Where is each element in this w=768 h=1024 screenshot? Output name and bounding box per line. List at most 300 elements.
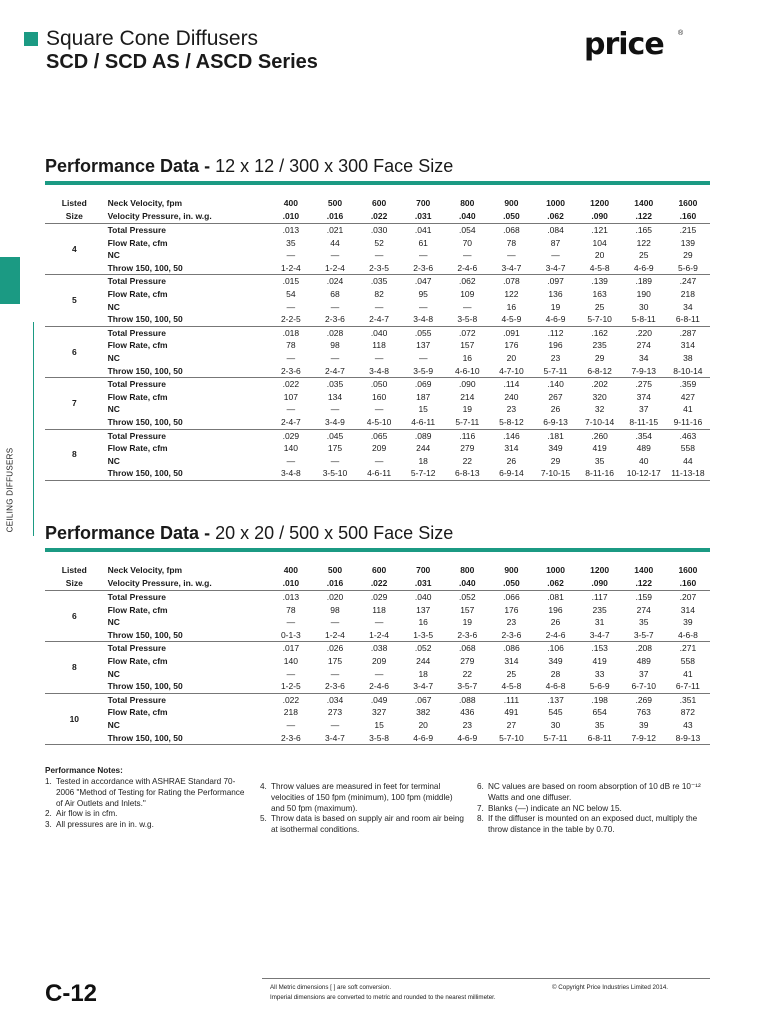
velocity-header: 500 <box>327 198 343 208</box>
velocity-header: 900 <box>504 565 519 575</box>
value-cell: — <box>286 250 296 261</box>
value-cell: 3-4-7 <box>578 629 622 642</box>
value-cell: .153 <box>591 643 608 654</box>
header-accent-square <box>24 32 38 46</box>
section-title-12x12 <box>45 155 453 177</box>
value-cell: .097 <box>547 276 564 287</box>
value-cell: .038 <box>370 643 388 654</box>
note-number: 5. <box>260 814 267 824</box>
section-title-size: 20 x 20 / 500 x 500 Face Size <box>210 523 454 543</box>
value-cell: 240 <box>504 391 519 402</box>
value-cell: 16 <box>418 617 428 628</box>
velocity-header: 600 <box>371 198 387 208</box>
header-listed: Listed <box>61 565 87 575</box>
value-cell: — <box>374 352 384 363</box>
value-cell: .287 <box>679 327 697 338</box>
row-label: Flow Rate, cfm <box>107 237 168 248</box>
velocity-header: 800 <box>460 565 475 575</box>
row-label: NC <box>107 617 120 628</box>
value-cell: 2-3-6 <box>269 365 313 378</box>
value-cell: .045 <box>326 430 344 441</box>
value-cell: 419 <box>592 443 607 454</box>
table-row <box>45 616 710 629</box>
pressure-header: .016 <box>313 577 357 591</box>
section-rule-12x12 <box>45 181 710 185</box>
value-cell: — <box>507 250 516 261</box>
row-label: Throw 150, 100, 50 <box>104 680 269 693</box>
pressure-header: .031 <box>401 210 445 224</box>
pressure-header: .050 <box>489 577 533 591</box>
value-cell: 244 <box>416 443 431 454</box>
table-row <box>45 693 710 706</box>
value-cell: 5-7-10 <box>489 732 533 745</box>
note-item <box>477 814 710 836</box>
value-cell: 34 <box>683 301 693 312</box>
value-cell: 8-11-15 <box>622 416 666 429</box>
note-text: Blanks (—) indicate an NC below 15. <box>488 803 622 813</box>
value-cell: 274 <box>636 604 651 615</box>
value-cell: 38 <box>683 352 693 363</box>
footer-conversion-note: Imperial dimensions are converted to metric and rounded to the nearest millimeter. <box>270 994 496 1001</box>
value-cell: 6-9-14 <box>489 467 533 480</box>
table-row <box>45 429 710 442</box>
row-label: Flow Rate, cfm <box>107 340 168 351</box>
row-label: Throw 150, 100, 50 <box>104 467 269 480</box>
value-cell: 9-11-16 <box>666 416 710 429</box>
value-cell: — <box>374 404 384 415</box>
table-row <box>45 668 710 681</box>
section-title-20x20 <box>45 522 453 544</box>
value-cell: — <box>374 668 384 679</box>
value-cell: .030 <box>370 225 388 235</box>
value-cell: — <box>286 455 296 466</box>
value-cell: — <box>330 668 340 679</box>
note-number: 3. <box>45 820 52 830</box>
value-cell: 16 <box>462 352 473 363</box>
value-cell: 78 <box>506 237 517 248</box>
value-cell: 2-4-6 <box>533 629 577 642</box>
value-cell: 95 <box>418 288 428 299</box>
value-cell: 3-5-10 <box>313 467 357 480</box>
value-cell: 3-4-8 <box>401 313 445 326</box>
header-listed: Listed <box>61 198 87 208</box>
pressure-header: .062 <box>533 577 577 591</box>
value-cell: 187 <box>416 391 431 402</box>
value-cell: .052 <box>414 643 432 654</box>
listed-size-cell: 8 <box>45 642 104 693</box>
value-cell: .018 <box>282 327 300 338</box>
table-row <box>45 629 710 642</box>
value-cell: 5-7-11 <box>533 732 577 745</box>
velocity-header: 600 <box>371 565 387 575</box>
pressure-header: .122 <box>622 210 666 224</box>
value-cell: .114 <box>503 379 520 390</box>
row-label: Flow Rate, cfm <box>107 707 168 718</box>
value-cell: .207 <box>679 592 697 602</box>
value-cell: 209 <box>371 655 387 666</box>
velocity-header: 1200 <box>590 565 610 575</box>
value-cell: .271 <box>679 643 697 654</box>
value-cell: 267 <box>548 391 563 402</box>
velocity-header: 500 <box>327 565 343 575</box>
value-cell: 2-4-6 <box>445 262 489 275</box>
value-cell: .068 <box>459 643 476 654</box>
value-cell: 1-2-4 <box>357 629 401 642</box>
value-cell: 2-3-6 <box>313 680 357 693</box>
value-cell: 279 <box>460 655 475 666</box>
value-cell: 98 <box>330 340 340 351</box>
value-cell: 5-8-11 <box>622 313 666 326</box>
value-cell: 43 <box>683 719 693 730</box>
value-cell: 558 <box>680 655 695 666</box>
value-cell: 23 <box>550 352 561 363</box>
value-cell: .040 <box>414 592 432 602</box>
value-cell: 7-9-13 <box>622 365 666 378</box>
value-cell: 235 <box>592 340 607 351</box>
value-cell: 4-6-8 <box>666 629 710 642</box>
row-label: Flow Rate, cfm <box>107 604 168 615</box>
value-cell: 37 <box>639 404 649 415</box>
value-cell: 39 <box>639 719 649 730</box>
value-cell: 175 <box>327 443 343 454</box>
value-cell: — <box>374 455 384 466</box>
value-cell: 35 <box>639 617 649 628</box>
value-cell: — <box>286 352 296 363</box>
value-cell: 6-8-11 <box>666 313 710 326</box>
value-cell: .028 <box>326 327 344 338</box>
table-row <box>45 719 710 732</box>
value-cell: 3-5-8 <box>357 732 401 745</box>
value-cell: 2-3-6 <box>313 313 357 326</box>
table-row <box>45 378 710 391</box>
value-cell: .029 <box>282 430 300 441</box>
value-cell: .089 <box>414 430 432 441</box>
side-section-tab <box>0 257 20 304</box>
value-cell: 4-6-9 <box>622 262 666 275</box>
value-cell: 4-7-10 <box>489 365 533 378</box>
value-cell: 25 <box>506 668 517 679</box>
table-row <box>45 416 710 429</box>
header-size: Size <box>45 210 104 224</box>
value-cell: 25 <box>639 250 649 261</box>
header-neck-velocity: Neck Velocity, fpm <box>107 565 183 575</box>
value-cell: 137 <box>416 604 431 615</box>
row-label: Throw 150, 100, 50 <box>104 365 269 378</box>
value-cell: .029 <box>370 592 388 602</box>
value-cell: 134 <box>327 391 343 402</box>
value-cell: .359 <box>679 379 697 390</box>
value-cell: .112 <box>547 327 564 338</box>
value-cell: 654 <box>592 707 607 718</box>
value-cell: 427 <box>680 391 695 402</box>
value-cell: 20 <box>506 352 517 363</box>
row-label: NC <box>107 455 120 466</box>
pressure-header: .040 <box>445 210 489 224</box>
value-cell: 244 <box>416 655 431 666</box>
value-cell: .026 <box>326 643 344 654</box>
value-cell: 489 <box>636 655 651 666</box>
value-cell: .055 <box>414 327 432 338</box>
value-cell: 68 <box>330 288 340 299</box>
velocity-header: 800 <box>460 198 475 208</box>
row-label: NC <box>107 301 120 312</box>
value-cell: 3-4-7 <box>401 680 445 693</box>
value-cell: 44 <box>330 237 340 248</box>
value-cell: 2-4-7 <box>357 313 401 326</box>
value-cell: 545 <box>548 707 563 718</box>
value-cell: 26 <box>506 455 517 466</box>
value-cell: 78 <box>286 604 296 615</box>
table-row <box>45 706 710 719</box>
value-cell: 23 <box>506 617 517 628</box>
value-cell: .354 <box>635 430 653 441</box>
velocity-header: 1000 <box>546 565 565 575</box>
value-cell: 136 <box>548 288 563 299</box>
table-row <box>45 262 710 275</box>
value-cell: .072 <box>459 327 476 338</box>
value-cell: 29 <box>683 250 693 261</box>
row-label: Total Pressure <box>107 379 167 390</box>
value-cell: .047 <box>414 276 432 287</box>
row-label: NC <box>107 668 120 679</box>
row-label: Flow Rate, cfm <box>107 288 168 299</box>
value-cell: 140 <box>283 655 298 666</box>
value-cell: 78 <box>286 340 296 351</box>
listed-size-cell: 8 <box>45 429 104 480</box>
value-cell: — <box>418 352 428 363</box>
performance-table-20x20 <box>45 564 710 745</box>
value-cell: .040 <box>370 327 388 338</box>
table-row <box>45 326 710 339</box>
note-number: 2. <box>45 809 52 819</box>
note-number: 6. <box>477 782 484 791</box>
listed-size-cell: 6 <box>45 326 104 377</box>
value-cell: 314 <box>504 655 519 666</box>
value-cell: .146 <box>503 430 520 441</box>
page-subtitle: SCD / SCD AS / ASCD Series <box>46 51 318 73</box>
pressure-header: .010 <box>269 210 313 224</box>
value-cell: 176 <box>504 340 519 351</box>
value-cell: 5-7-11 <box>445 416 489 429</box>
value-cell: .035 <box>370 276 388 287</box>
value-cell: 218 <box>680 288 695 299</box>
value-cell: 30 <box>550 719 561 730</box>
value-cell: 41 <box>683 668 693 679</box>
value-cell: .159 <box>635 592 653 602</box>
value-cell: .215 <box>679 225 697 235</box>
value-cell: 196 <box>548 604 563 615</box>
table-row <box>45 403 710 416</box>
value-cell: 4-6-10 <box>445 365 489 378</box>
value-cell: 5-7-11 <box>533 365 577 378</box>
value-cell: 44 <box>683 455 693 466</box>
value-cell: 6-7-11 <box>666 680 710 693</box>
value-cell: 209 <box>371 443 387 454</box>
velocity-header: 900 <box>504 198 519 208</box>
table-row <box>45 655 710 668</box>
pressure-header: .090 <box>578 577 622 591</box>
value-cell: 15 <box>418 404 428 415</box>
value-cell: 2-3-5 <box>357 262 401 275</box>
value-cell: 273 <box>327 707 343 718</box>
value-cell: 7-10-14 <box>578 416 622 429</box>
value-cell: 763 <box>636 707 651 718</box>
value-cell: — <box>330 404 340 415</box>
notes-column-2 <box>260 782 465 836</box>
value-cell: 327 <box>371 707 387 718</box>
value-cell: 274 <box>636 340 651 351</box>
value-cell: .139 <box>591 276 608 287</box>
value-cell: 32 <box>594 404 605 415</box>
value-cell: 3-5-7 <box>622 629 666 642</box>
value-cell: 109 <box>460 288 475 299</box>
value-cell: 349 <box>548 655 563 666</box>
value-cell: .198 <box>591 694 608 705</box>
value-cell: 3-4-9 <box>313 416 357 429</box>
value-cell: .121 <box>591 225 608 235</box>
pressure-header: .010 <box>269 577 313 591</box>
value-cell: .022 <box>282 694 300 705</box>
value-cell: .189 <box>635 276 653 287</box>
value-cell: .020 <box>326 592 344 602</box>
value-cell: 4-5-8 <box>578 262 622 275</box>
value-cell: .022 <box>282 379 300 390</box>
pressure-header: .016 <box>313 210 357 224</box>
value-cell: 4-6-9 <box>401 732 445 745</box>
value-cell: .067 <box>414 694 432 705</box>
value-cell: — <box>330 455 340 466</box>
value-cell: 2-3-6 <box>401 262 445 275</box>
value-cell: 28 <box>550 668 561 679</box>
table-row <box>45 642 710 655</box>
value-cell: — <box>463 250 472 261</box>
value-cell: — <box>330 352 340 363</box>
note-item <box>45 809 248 820</box>
pressure-header: .062 <box>533 210 577 224</box>
value-cell: .041 <box>414 225 432 235</box>
value-cell: .024 <box>326 276 344 287</box>
value-cell: 15 <box>374 719 384 730</box>
value-cell: .088 <box>459 694 476 705</box>
section-rule-20x20 <box>45 548 710 552</box>
value-cell: .351 <box>679 694 697 705</box>
note-text: If the diffuser is mounted on an exposed duct, multiply the throw distance in the table by 0.70. <box>488 814 698 835</box>
value-cell: 157 <box>460 604 475 615</box>
value-cell: .181 <box>547 430 564 441</box>
value-cell: .021 <box>326 225 344 235</box>
note-number: 8. <box>477 814 484 824</box>
value-cell: 22 <box>462 455 473 466</box>
value-cell: .013 <box>282 225 300 235</box>
value-cell: 3-4-7 <box>313 732 357 745</box>
value-cell: 19 <box>550 301 561 312</box>
value-cell: .017 <box>282 643 300 654</box>
value-cell: 314 <box>680 340 695 351</box>
note-text: Throw values are measured in feet for terminal velocities of 150 fpm (minimum), 100 fpm (middle) and 50 fpm (maximum). <box>271 782 453 813</box>
value-cell: .068 <box>503 225 520 235</box>
value-cell: — <box>374 617 384 628</box>
note-item <box>45 820 248 831</box>
value-cell: 104 <box>592 237 607 248</box>
value-cell: 118 <box>372 604 386 615</box>
value-cell: .247 <box>679 276 697 287</box>
value-cell: 4-6-9 <box>445 732 489 745</box>
notes-title: Performance Notes: <box>45 766 123 775</box>
header-velocity-pressure: Velocity Pressure, in. w.g. <box>104 210 269 224</box>
value-cell: — <box>418 250 428 261</box>
value-cell: 3-5-9 <box>401 365 445 378</box>
section-title-bold: Performance Data - <box>45 156 211 176</box>
row-label: Throw 150, 100, 50 <box>104 313 269 326</box>
pressure-header: .022 <box>357 210 401 224</box>
value-cell: 16 <box>506 301 517 312</box>
value-cell: 4-6-9 <box>533 313 577 326</box>
value-cell: 1-2-4 <box>313 629 357 642</box>
value-cell: .165 <box>635 225 653 235</box>
pressure-header: .090 <box>578 210 622 224</box>
value-cell: .140 <box>547 379 564 390</box>
performance-table-12x12 <box>45 197 710 481</box>
value-cell: 2-3-6 <box>269 732 313 745</box>
value-cell: 87 <box>550 237 561 248</box>
value-cell: .013 <box>282 592 300 602</box>
value-cell: .034 <box>326 694 344 705</box>
value-cell: 6-8-13 <box>445 467 489 480</box>
value-cell: 70 <box>462 237 473 248</box>
row-label: Total Pressure <box>107 276 167 287</box>
table-row <box>45 301 710 314</box>
table-row <box>45 275 710 288</box>
row-label: Throw 150, 100, 50 <box>104 629 269 642</box>
note-number: 4. <box>260 782 267 791</box>
value-cell: 5-7-10 <box>578 313 622 326</box>
value-cell: .054 <box>459 225 476 235</box>
value-cell: 279 <box>460 443 475 454</box>
value-cell: .275 <box>635 379 653 390</box>
value-cell: 196 <box>548 340 563 351</box>
note-item <box>477 782 710 804</box>
value-cell: — <box>374 250 384 261</box>
table-row <box>45 249 710 262</box>
value-cell: 22 <box>462 668 473 679</box>
value-cell: 29 <box>550 455 561 466</box>
row-label: Flow Rate, cfm <box>107 655 168 666</box>
row-label: Total Pressure <box>107 643 167 654</box>
velocity-header: 400 <box>283 565 298 575</box>
value-cell: .050 <box>370 379 388 390</box>
value-cell: 139 <box>680 237 695 248</box>
page-code: C-12 <box>45 980 98 1007</box>
velocity-header: 400 <box>283 198 298 208</box>
footer-copyright: © Copyright Price Industries Limited 2014. <box>552 984 668 991</box>
value-cell: 2-3-6 <box>489 629 533 642</box>
value-cell: .091 <box>503 327 520 338</box>
value-cell: 3-4-7 <box>533 262 577 275</box>
page-title: Square Cone Diffusers <box>46 27 259 50</box>
value-cell: .086 <box>503 643 520 654</box>
value-cell: — <box>330 301 340 312</box>
row-label: NC <box>107 719 120 730</box>
note-text: NC values are based on room absorption of 10 dB re 10⁻¹² Watts and one diffuser. <box>488 782 701 802</box>
value-cell: 436 <box>460 707 475 718</box>
value-cell: 4-6-8 <box>533 680 577 693</box>
value-cell: .220 <box>635 327 653 338</box>
value-cell: 98 <box>330 604 340 615</box>
value-cell: 6-8-12 <box>578 365 622 378</box>
value-cell: 190 <box>636 288 651 299</box>
value-cell: 23 <box>506 404 517 415</box>
note-number: 1. <box>45 777 52 786</box>
